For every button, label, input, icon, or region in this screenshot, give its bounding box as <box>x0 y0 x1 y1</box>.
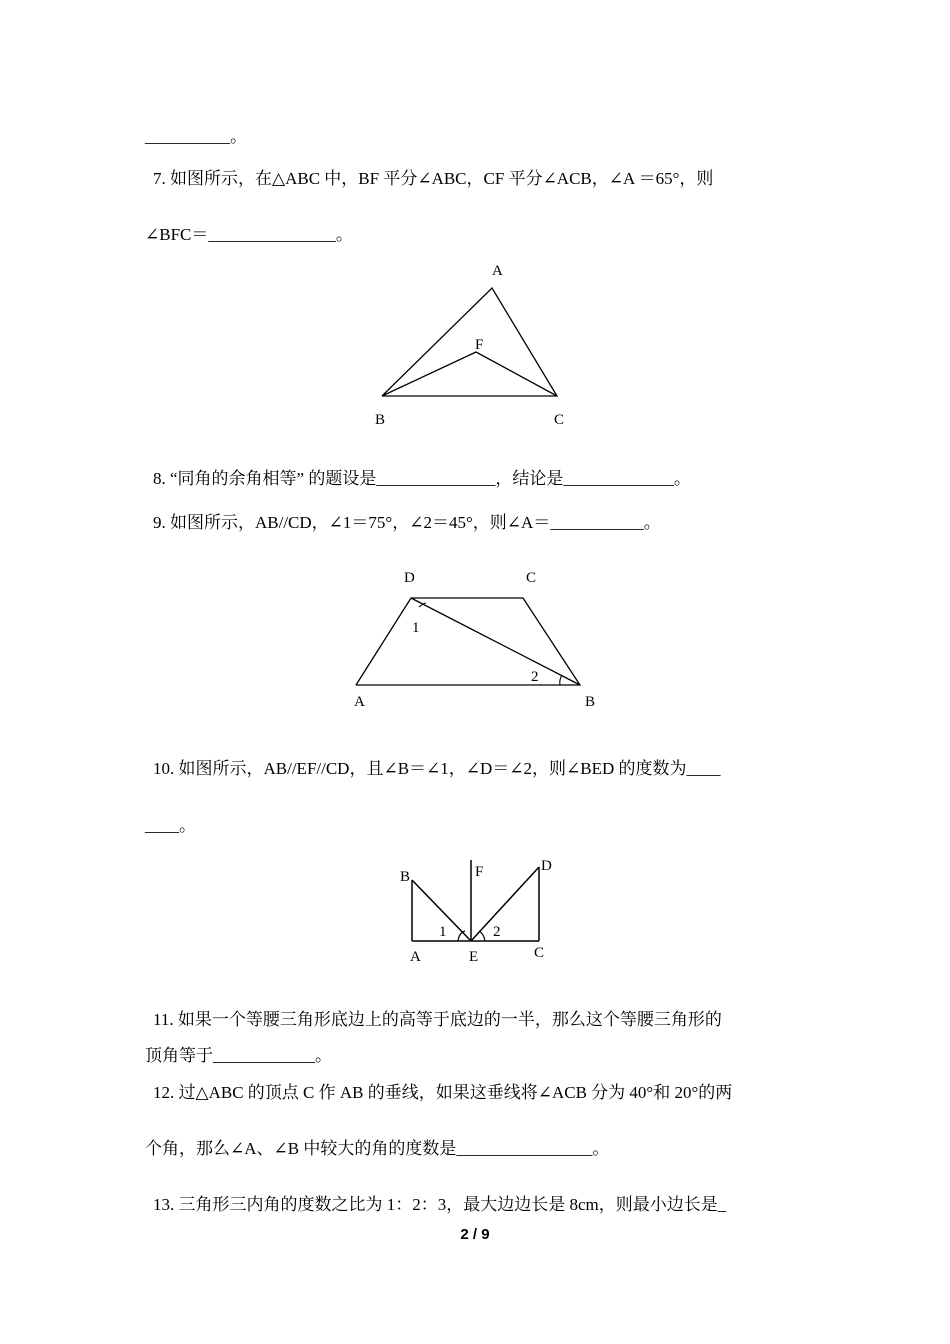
label-a: A <box>492 263 503 279</box>
q13-text: 13. 三角形三内角的度数之比为 1：2：3，最大边边长是 8cm，则最小边长是_ <box>153 1195 727 1214</box>
q12-line1: 12. 过△ABC 的顶点 C 作 AB 的垂线，如果这垂线将∠ACB 分为 40°和 20°的两 <box>153 1083 733 1102</box>
label-f: F <box>475 864 484 880</box>
label-b: B <box>585 694 596 710</box>
label-b: B <box>400 869 411 885</box>
q7-line1: 7. 如图所示，在△ABC 中，BF 平分∠ABC，CF 平分∠ACB，∠A ＝65°，则 <box>153 169 714 188</box>
q9-text: 9. 如图所示，AB//CD，∠1＝75°，∠2＝45°，则∠A＝___________。 <box>153 513 661 532</box>
q11-line2: 顶角等于____________。 <box>145 1046 332 1065</box>
label-c: C <box>526 570 537 586</box>
label-2: 2 <box>493 924 501 940</box>
diagonal-db <box>411 598 580 685</box>
triangle-abc <box>382 288 557 396</box>
label-a: A <box>354 694 365 710</box>
q11-line1: 11. 如果一个等腰三角形底边上的高等于底边的一半，那么这个等腰三角形的 <box>153 1010 722 1029</box>
page-number: 2 / 9 <box>460 1226 490 1243</box>
q10-figure <box>395 850 565 970</box>
angle-2-arc <box>479 931 485 941</box>
label-c: C <box>554 412 565 428</box>
angle-1-arc <box>458 931 465 941</box>
q10-line1: 10. 如图所示，AB//EF//CD，且∠B＝∠1，∠D＝∠2，则∠BED 的度数为____ <box>153 759 721 778</box>
q7-triangle-figure <box>360 258 590 438</box>
segments-bf-fc <box>382 352 557 396</box>
label-d: D <box>404 570 415 586</box>
label-b: B <box>375 412 386 428</box>
label-a: A <box>410 949 421 965</box>
label-2: 2 <box>531 669 539 685</box>
q7-line2: ∠BFC＝_______________。 <box>145 225 353 244</box>
angle-2-arc <box>560 675 562 685</box>
q10-line2: ____。 <box>145 816 196 835</box>
label-e: E <box>469 949 479 965</box>
q6-tail: __________。 <box>145 127 247 146</box>
label-c: C <box>534 945 545 961</box>
label-1: 1 <box>412 620 420 636</box>
label-1: 1 <box>439 924 447 940</box>
trapezoid-abcd <box>356 598 580 685</box>
q12-line2: 个角，那么∠A、∠B 中较大的角的度数是________________。 <box>145 1139 610 1158</box>
label-d: D <box>541 858 552 874</box>
q8-text: 8. “同角的余角相等” 的题设是______________，结论是_____________。 <box>153 469 691 488</box>
label-f: F <box>475 337 484 353</box>
q9-trapezoid-figure <box>340 563 610 713</box>
